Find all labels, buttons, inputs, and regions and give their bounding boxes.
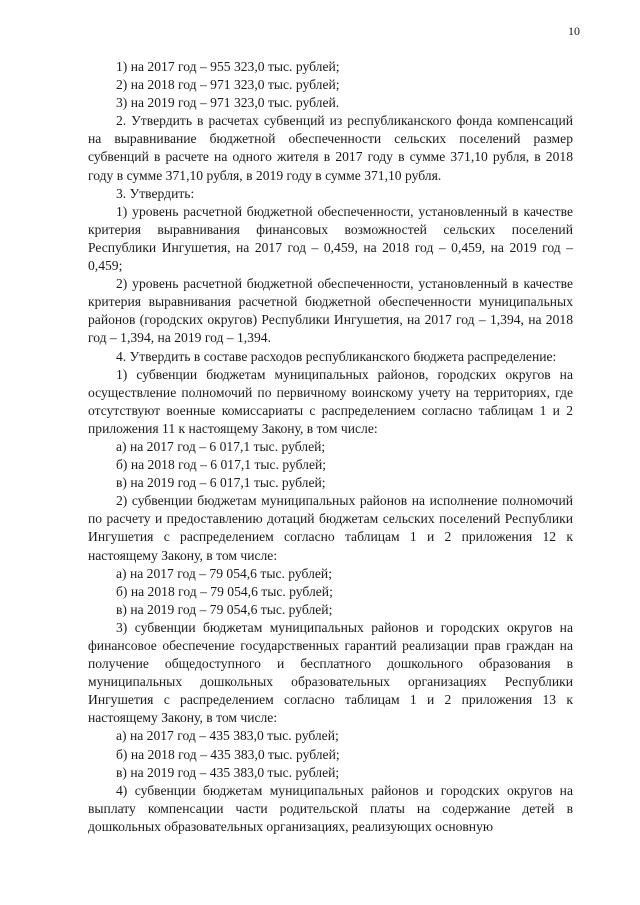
document-body [88, 58, 573, 836]
paragraph: 2) уровень расчетной бюджетной обеспеченности, установленный в качестве критерия выравнивания расчетной бюджетной обеспеченности муниципальных районов (городских округов) Республики Ингушетия, на 2017 год – 1,394, на 2018 год – 1,394, на 2019 год – 1,394. [88, 276, 573, 346]
paragraph: в) на 2019 год – 6 017,1 тыс. рублей; [116, 475, 326, 491]
paragraph: 3) на 2019 год – 971 323,0 тыс. рублей. [116, 95, 340, 111]
paragraph: в) на 2019 год – 79 054,6 тыс. рублей; [116, 601, 333, 617]
paragraph: б) на 2018 год – 79 054,6 тыс. рублей; [116, 583, 333, 599]
paragraph: 2) субвенции бюджетам муниципальных районов на исполнение полномочий по расчету и предоставлению дотаций бюджетам сельских поселений Республики Ингушетия с распределением согласно таблицам 1 и 2 приложения 12 к настоящему Закону, в том числе: [88, 493, 573, 563]
paragraph: а) на 2017 год – 435 383,0 тыс. рублей; [116, 728, 339, 744]
paragraph: 2) на 2018 год – 971 323,0 тыс. рублей; [116, 77, 340, 93]
paragraph: 2. Утвердить в расчетах субвенций из республиканского фонда компенсаций на выравнивание бюджетной обеспеченности сельских поселений размер субвенций в расчете на одного жителя в 2017 году в сумме 371,10 рубля, в 2018 году в сумме 371,10 рубля, в 2019 году в сумме 371,10 рубля. [88, 113, 573, 183]
paragraph: 1) уровень расчетной бюджетной обеспеченности, установленный в качестве критерия выравнивания финансовых возможностей сельских поселений Республики Ингушетия, на 2017 год – 0,459, на 2018 год – 0,459, на 2019 год – 0,459; [88, 203, 573, 274]
paragraph: 1) субвенции бюджетам муниципальных районов, городских округов на осуществление полномочий по первичному воинскому учету на территориях, где отсутствуют военные комиссариаты с распределением согласно таблицам 1 и 2 приложения 11 к настоящему Закону, в том числе: [88, 366, 573, 436]
paragraph: 4) субвенции бюджетам муниципальных районов и городских округов на выплату компенсации части родительской платы на содержание детей в дошкольных образовательных организациях, реализующих основную [88, 782, 573, 834]
paragraph: б) на 2018 год – 6 017,1 тыс. рублей; [116, 457, 327, 473]
paragraph: 3) субвенции бюджетам муниципальных районов и городских округов на финансовое обеспечение государственных гарантий реализации прав граждан на получение общедоступного и бесплатного дошкольного образования в муниципальных дошкольных образовательных организациях Республики Ингушетия с распределением согласно таблицам 1 и 2 приложения 13 к настоящему Закону, в том числе: [88, 619, 573, 726]
paragraph: в) на 2019 год – 435 383,0 тыс. рублей; [116, 764, 340, 780]
paragraph: 1) на 2017 год – 955 323,0 тыс. рублей; [116, 59, 340, 74]
paragraph: б) на 2018 год – 435 383,0 тыс. рублей; [116, 746, 340, 762]
paragraph: а) на 2017 год – 79 054,6 тыс. рублей; [116, 565, 332, 581]
page-number: 10 [568, 24, 580, 38]
paragraph: 4. Утвердить в составе расходов республиканского бюджета распределение: [116, 348, 557, 364]
paragraph: а) на 2017 год – 6 017,1 тыс. рублей; [116, 438, 326, 454]
paragraph: 3. Утвердить: [116, 185, 195, 201]
